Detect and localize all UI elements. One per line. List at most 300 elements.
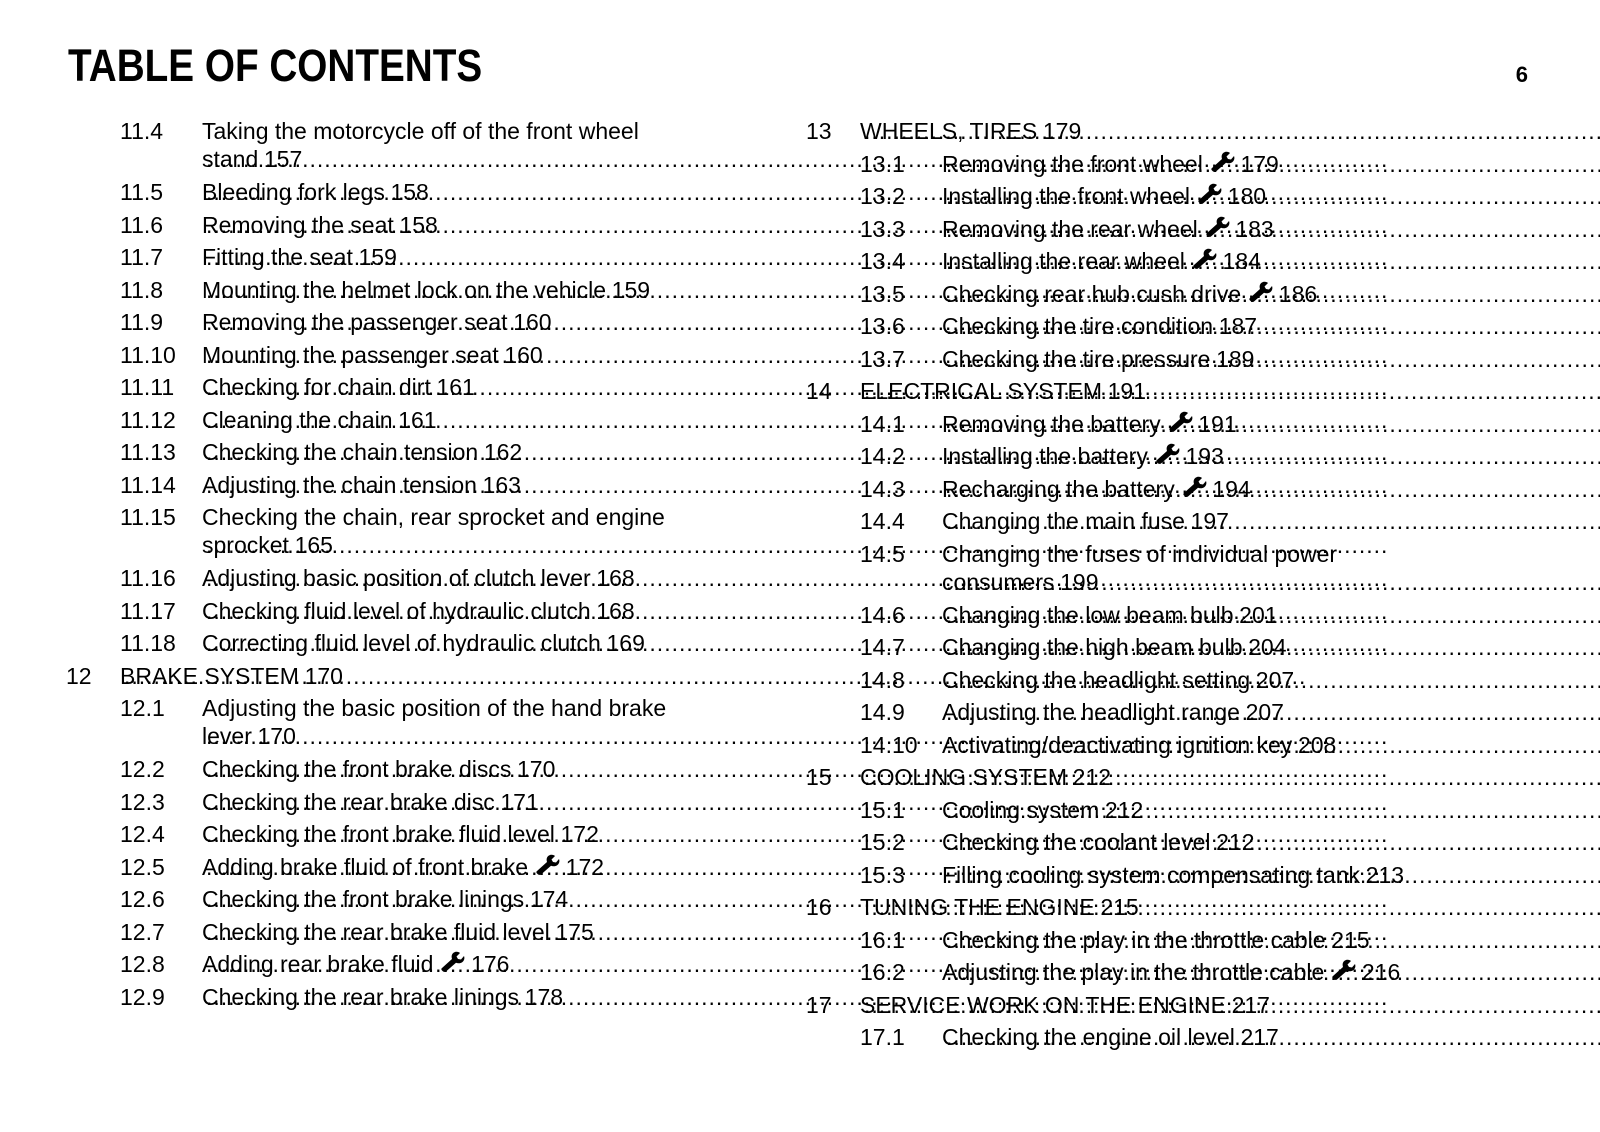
- toc-entry-page: 186: [1278, 280, 1318, 307]
- toc-entry[interactable]: [66, 820, 764, 853]
- toc-entry-number: 12.8: [120, 951, 165, 977]
- toc-entry-title: Checking the rear brake linings: [202, 983, 520, 1010]
- toc-entry-number: 14.3: [860, 475, 905, 502]
- toc-chapter-entry[interactable]: [806, 763, 1501, 796]
- leader-dots: [864, 991, 1600, 1019]
- toc-entry-number: 14.2: [860, 443, 905, 469]
- toc-entry[interactable]: [806, 666, 1501, 699]
- toc-entry-number: 13.7: [860, 345, 905, 372]
- toc-entry-title-continued: sprocket: [202, 532, 289, 558]
- toc-entry-page: 204: [1248, 634, 1287, 660]
- toc-entry[interactable]: [806, 861, 1501, 894]
- toc-entry-page: 162: [483, 439, 523, 465]
- toc-entry-line: [942, 150, 1501, 178]
- toc-entry-title: Checking the chain, rear sprocket and engine: [202, 504, 665, 530]
- toc-entry-number: 14.10: [860, 731, 918, 758]
- toc-entry[interactable]: [66, 788, 764, 821]
- toc-entry-line: [860, 893, 1501, 921]
- toc-entry-title: Changing the main fuse: [942, 508, 1185, 534]
- toc-entry[interactable]: [66, 885, 764, 918]
- toc-entry-title: TUNING THE ENGINE: [860, 894, 1095, 920]
- leader-dots: [946, 731, 1600, 759]
- leader-dots: [946, 926, 1600, 954]
- toc-entry-page: 191: [1107, 378, 1146, 404]
- toc-entry-line: [202, 950, 764, 978]
- toc-entry-page: 184: [1222, 248, 1261, 274]
- toc-entry-number: 11.4: [120, 118, 164, 144]
- toc-entry-line: [202, 853, 764, 881]
- toc-entry-title: Checking the front brake linings: [202, 886, 525, 912]
- toc-entry-line: [202, 983, 764, 1011]
- toc-entry-number: 13.5: [860, 280, 905, 307]
- toc-entry-line: [942, 731, 1501, 759]
- toc-entry-number: 12.4: [120, 821, 165, 847]
- toc-entry-page: 201: [1239, 601, 1278, 628]
- toc-entry-page: 165: [294, 532, 333, 558]
- toc-entry[interactable]: [66, 629, 764, 662]
- toc-chapter-entry[interactable]: [66, 662, 764, 695]
- toc-entry[interactable]: [806, 247, 1501, 280]
- toc-entry-page: 179: [1042, 118, 1082, 144]
- toc-entry[interactable]: [66, 983, 764, 1016]
- toc-entry-title: Checking the front brake fluid level: [202, 821, 555, 847]
- toc-entry[interactable]: [66, 471, 764, 504]
- leader-dots: [946, 410, 1600, 438]
- toc-entry-title: Installing the rear wheel: [942, 248, 1185, 274]
- toc-entry[interactable]: [66, 694, 764, 755]
- toc-entry-line: [942, 861, 1501, 889]
- toc-entry-line: [202, 276, 764, 304]
- toc-entry-line: [942, 475, 1501, 503]
- toc-entry-title: Correcting fluid level of hydraulic clutch: [202, 630, 601, 656]
- toc-entry-line: [860, 763, 1501, 791]
- toc-entry[interactable]: [66, 276, 764, 309]
- toc-entry-page: 175: [555, 918, 594, 945]
- toc-entry-page: 158: [399, 211, 438, 238]
- toc-entry-line: [202, 885, 764, 913]
- toc-entry-line: [120, 662, 764, 690]
- toc-entry-title: Adjusting the chain tension: [202, 471, 477, 498]
- toc-entry-page: 168: [596, 565, 635, 591]
- toc-entry-line: [942, 247, 1501, 275]
- toc-entry-line: [202, 629, 764, 657]
- leader-dots: [946, 150, 1600, 178]
- toc-entry-line: [942, 958, 1501, 986]
- toc-entry-title: Fitting the seat: [202, 244, 353, 270]
- leader-dots: [946, 1023, 1600, 1051]
- leader-dots: [946, 828, 1600, 856]
- toc-entry-number: 11.18: [120, 630, 176, 656]
- toc-entry-number: 16.2: [860, 959, 905, 985]
- toc-entry-title: Checking the rear brake disc: [202, 788, 495, 815]
- toc-entry-number: 14: [806, 378, 832, 404]
- toc-entry-title: COOLING SYSTEM: [860, 764, 1068, 790]
- toc-entry-number: 11.16: [120, 565, 176, 591]
- toc-entry[interactable]: [66, 755, 764, 788]
- toc-entry-title: Mounting the helmet lock on the vehicle: [202, 276, 607, 303]
- toc-entry-page: 170: [257, 723, 296, 749]
- toc-entry-number: 11.9: [120, 309, 164, 335]
- toc-entry-line: [202, 341, 764, 369]
- toc-entry-title-continued: stand: [202, 146, 259, 172]
- page-title: TABLE OF CONTENTS: [68, 40, 483, 91]
- toc-entry-number: 13.4: [860, 248, 905, 274]
- toc-column-left: [66, 117, 764, 1015]
- toc-entry-line: [860, 991, 1501, 1019]
- toc-entry-line: [942, 507, 1501, 535]
- toc-entry-page: 172: [565, 853, 605, 880]
- toc-entry-number: 16: [806, 894, 832, 920]
- toc-entry-number: 12.5: [120, 853, 165, 880]
- toc-entry-number: 14.5: [860, 540, 905, 567]
- toc-entry[interactable]: [66, 853, 764, 886]
- toc-entry-number: 11.17: [120, 597, 176, 624]
- toc-entry-line: [942, 410, 1501, 438]
- toc-entry-page: 161: [436, 374, 475, 400]
- toc-entry-title: Adjusting the basic position of the hand brake: [202, 695, 667, 721]
- toc-entry-title: Removing the front wheel: [942, 150, 1203, 177]
- leader-dots: [946, 442, 1600, 470]
- toc-entry-title: Recharging the battery: [942, 475, 1175, 502]
- toc-entry-page: 213: [1365, 861, 1405, 888]
- toc-entry[interactable]: [66, 564, 764, 597]
- toc-entry-title: Bleeding fork legs: [202, 179, 385, 205]
- toc-entry[interactable]: [66, 918, 764, 951]
- toc-entry[interactable]: [806, 410, 1501, 443]
- toc-entry-line: [202, 178, 764, 206]
- toc-entry-number: 14.7: [860, 634, 905, 660]
- toc-entry[interactable]: [66, 503, 764, 564]
- toc-entry-line: [942, 698, 1501, 726]
- toc-entry-title: Mounting the passenger seat: [202, 341, 499, 368]
- toc-entry-line: [202, 531, 764, 559]
- toc-entry-title: Checking the chain tension: [202, 439, 479, 465]
- toc-entry-title: Activating/deactivating ignition key: [942, 731, 1293, 758]
- toc-entry-line: [942, 828, 1501, 856]
- toc-entry-number: 11.8: [120, 276, 164, 303]
- toc-entry-title: Installing the front wheel: [942, 183, 1191, 209]
- toc-entry[interactable]: [806, 633, 1501, 666]
- toc-entry-number: 14.4: [860, 508, 905, 534]
- toc-entry[interactable]: [66, 308, 764, 341]
- leader-dots: [946, 312, 1600, 340]
- toc-entry-number: 13.1: [860, 150, 905, 177]
- toc-entry[interactable]: [806, 475, 1501, 508]
- toc-entry-title: Removing the seat: [202, 211, 394, 238]
- toc-entry[interactable]: [66, 211, 764, 244]
- leader-dots: [946, 507, 1600, 535]
- toc-entry-line: [202, 564, 764, 592]
- toc-entry[interactable]: [806, 540, 1501, 601]
- toc-entry-page: 170: [304, 662, 343, 689]
- toc-entry-title: Checking the tire condition: [942, 313, 1214, 339]
- leader-dots: [946, 345, 1600, 373]
- toc-entry-title: Filling cooling system compensating tank: [942, 861, 1361, 888]
- toc-entry-page: 187: [1218, 313, 1258, 339]
- toc-entry-title: Checking the rear brake fluid level: [202, 918, 550, 945]
- toc-entry-number: 11.12: [120, 406, 176, 433]
- toc-entry-line: [202, 438, 764, 466]
- toc-entry-title: Taking the motorcycle off of the front wheel: [202, 118, 639, 144]
- toc-entry-page: 208: [1297, 731, 1337, 758]
- toc-entry-title: Checking the engine oil level: [942, 1024, 1235, 1050]
- toc-chapter-entry[interactable]: [806, 377, 1501, 410]
- toc-entry[interactable]: [806, 442, 1501, 475]
- toc-entry-page: 191: [1198, 410, 1237, 437]
- toc-entry-page: 217: [1231, 991, 1270, 1018]
- leader-dots: [864, 377, 1600, 405]
- toc-entry-line: [202, 820, 764, 848]
- toc-entry-number: 11.5: [120, 179, 164, 205]
- toc-entry-title: Removing the battery: [942, 410, 1161, 437]
- toc-entry[interactable]: [806, 698, 1501, 731]
- toc-entry-title: Installing the battery: [942, 443, 1148, 469]
- toc-entry-number: 14.6: [860, 601, 905, 628]
- toc-entry[interactable]: [806, 215, 1501, 248]
- toc-entry-number: 12.7: [120, 918, 165, 945]
- toc-chapter-entry[interactable]: [806, 893, 1501, 926]
- toc-entry-line: [942, 312, 1501, 340]
- toc-entry-title: Changing the high beam bulb: [942, 634, 1243, 660]
- toc-entry-page: 197: [1190, 508, 1229, 534]
- toc-entry-title: Adjusting the play in the throttle cable: [942, 959, 1325, 985]
- toc-entry-page: 193: [1185, 443, 1224, 469]
- toc-entry-page: 217: [1240, 1024, 1279, 1050]
- toc-entry-line: [860, 377, 1501, 405]
- toc-entry-number: 13.6: [860, 313, 905, 339]
- toc-entry-line: [942, 280, 1501, 308]
- toc-entry-page: 207: [1255, 666, 1295, 693]
- toc-entry-title: BRAKE SYSTEM: [120, 662, 299, 689]
- toc-entry-number: 11.7: [120, 244, 164, 270]
- toc-entry-page: 199: [1060, 568, 1099, 595]
- toc-entry-title: Checking the tire pressure: [942, 345, 1211, 372]
- toc-entry-title: Changing the fuses of individual power: [942, 540, 1338, 567]
- toc-entry[interactable]: [806, 312, 1501, 345]
- toc-entry[interactable]: [806, 150, 1501, 183]
- toc-entry-number: 16.1: [860, 926, 905, 953]
- toc-entry-page: 174: [529, 886, 569, 912]
- toc-entry-page: 183: [1235, 215, 1274, 242]
- toc-entry-page: 178: [524, 983, 564, 1010]
- leader-dots: [946, 796, 1600, 824]
- toc-entry-page: 160: [513, 309, 552, 335]
- toc-entry-page: 212: [1072, 764, 1112, 790]
- toc-entry-line: [202, 308, 764, 336]
- toc-column-right: [806, 117, 1501, 1056]
- toc-chapter-entry[interactable]: [806, 991, 1501, 1024]
- toc-entry-page: 179: [1240, 150, 1279, 177]
- toc-entry-number: 15: [806, 764, 832, 790]
- toc-entry[interactable]: [806, 280, 1501, 313]
- toc-entry-page: 189: [1216, 345, 1255, 372]
- toc-entry[interactable]: [806, 731, 1501, 764]
- toc-entry-number: 13.3: [860, 215, 905, 242]
- leader-dots: [946, 280, 1600, 308]
- leader-dots: [946, 958, 1600, 986]
- toc-entry-line: [202, 755, 764, 783]
- toc-entry-number: 12.6: [120, 886, 165, 912]
- toc-entry-title: Cleaning the chain: [202, 406, 393, 433]
- toc-entry-number: 11.14: [120, 471, 176, 498]
- toc-entry-line: [942, 1023, 1501, 1051]
- leader-dots: [946, 475, 1600, 503]
- toc-entry-number: 11.10: [120, 341, 176, 368]
- toc-entry-number: 12.3: [120, 788, 165, 815]
- toc-entry-number: 13.2: [860, 183, 905, 209]
- toc-entry-title: Adding brake fluid of front brake: [202, 853, 529, 880]
- toc-entry-number: 12.9: [120, 983, 165, 1010]
- toc-entry-line: [942, 442, 1501, 470]
- toc-entry[interactable]: [66, 438, 764, 471]
- leader-dots: [946, 861, 1600, 889]
- toc-entry-page: 194: [1212, 475, 1251, 502]
- toc-entry-number: 15.2: [860, 829, 905, 855]
- toc-entry-title: SERVICE WORK ON THE ENGINE: [860, 991, 1226, 1018]
- toc-entry-page: 163: [482, 471, 521, 498]
- toc-entry-page: 157: [263, 146, 303, 172]
- toc-entry-number: 17: [806, 991, 832, 1018]
- toc-entry-line: [942, 796, 1501, 824]
- toc-entry-title: Checking rear hub cush drive: [942, 280, 1242, 307]
- toc-entry-line: [942, 666, 1501, 694]
- toc-entry-number: 13: [806, 118, 832, 144]
- toc-entry[interactable]: [806, 601, 1501, 634]
- toc-entry-page: 212: [1216, 829, 1255, 855]
- leader-dots: [864, 763, 1600, 791]
- toc-entry-title: Changing the low beam bulb: [942, 601, 1234, 628]
- toc-entry-title: Checking the front brake discs: [202, 756, 512, 782]
- toc-entry-title: Adding rear brake fluid: [202, 951, 434, 977]
- toc-entry-line: [202, 788, 764, 816]
- toc-entry[interactable]: [806, 1023, 1501, 1056]
- toc-chapter-entry[interactable]: [806, 117, 1501, 150]
- toc-entry-number: 15.3: [860, 861, 905, 888]
- toc-entry-number: 12.1: [120, 695, 165, 721]
- toc-entry-number: 17.1: [860, 1024, 905, 1050]
- toc-entry[interactable]: [66, 117, 764, 178]
- toc-entry-number: 14.9: [860, 699, 905, 725]
- toc-entry-line: [942, 633, 1501, 661]
- toc-entry-line: [202, 243, 764, 271]
- toc-entry-number: 12: [66, 662, 92, 689]
- toc-entry-page: 169: [606, 630, 645, 656]
- toc-entry-page: 160: [504, 341, 543, 368]
- toc-entry-line: [942, 601, 1501, 629]
- toc-entry-number: 11.6: [120, 211, 164, 238]
- toc-entry-page: 176: [471, 951, 510, 977]
- toc-entry-line: [202, 211, 764, 239]
- leader-dots: [946, 698, 1600, 726]
- toc-entry-page: 159: [358, 244, 397, 270]
- toc-entry-number: 11.15: [120, 504, 176, 530]
- toc-entry-title: Checking the play in the throttle cable: [942, 926, 1326, 953]
- toc-entry-line: [942, 182, 1501, 210]
- toc-entry[interactable]: [66, 950, 764, 983]
- toc-entry-page: 172: [560, 821, 599, 847]
- toc-entry-line: [860, 117, 1501, 145]
- toc-entry-title: Checking the coolant level: [942, 829, 1211, 855]
- toc-entry[interactable]: [66, 597, 764, 630]
- toc-entry-line: [202, 918, 764, 946]
- toc-entry-page: 161: [398, 406, 437, 433]
- toc-entry-number: 11.13: [120, 439, 176, 465]
- toc-entry[interactable]: [806, 345, 1501, 378]
- toc-entry-title: ELECTRICAL SYSTEM: [860, 378, 1102, 404]
- toc-entry-line: [942, 568, 1501, 596]
- toc-entry-page: 168: [596, 597, 635, 624]
- toc-entry-title: Cooling system: [942, 796, 1100, 823]
- toc-entry-page: 215: [1331, 926, 1370, 953]
- toc-entry[interactable]: [66, 406, 764, 439]
- toc-entry[interactable]: [66, 341, 764, 374]
- toc-entry-page: 159: [611, 276, 651, 303]
- toc-entry-title: Adjusting the headlight range: [942, 699, 1240, 725]
- toc-entry-line: [202, 145, 764, 173]
- toc-entry-title: Removing the passenger seat: [202, 309, 508, 335]
- toc-entry-page: 207: [1245, 699, 1284, 725]
- toc-entry-number: 12.2: [120, 756, 165, 782]
- toc-entry[interactable]: [66, 243, 764, 276]
- toc-entry[interactable]: [806, 926, 1501, 959]
- toc-entry[interactable]: [806, 958, 1501, 991]
- toc-entry-page: 170: [517, 756, 556, 782]
- toc-entry[interactable]: [66, 373, 764, 406]
- toc-entry-number: 14.8: [860, 666, 905, 693]
- leader-dots: [946, 182, 1600, 210]
- toc-entry-title: Checking fluid level of hydraulic clutch: [202, 597, 591, 624]
- leader-dots: [946, 568, 1600, 596]
- toc-entry-line: [202, 406, 764, 434]
- leader-dots: [946, 247, 1600, 275]
- leader-dots: [864, 893, 1600, 921]
- leader-dots: [946, 633, 1600, 661]
- toc-entry-line: [202, 722, 764, 750]
- toc-entry-title: WHEELS, TIRES: [860, 118, 1038, 144]
- toc-entry-line: [202, 471, 764, 499]
- leader-dots: [946, 601, 1600, 629]
- toc-entry-title: Checking the headlight setting: [942, 666, 1251, 693]
- toc-entry[interactable]: [806, 507, 1501, 540]
- leader-dots: [946, 666, 1600, 694]
- toc-entry-title: Checking for chain dirt: [202, 374, 431, 400]
- toc-entry-title-continued: lever: [202, 723, 252, 749]
- toc-entry-title: Removing the rear wheel: [942, 215, 1198, 242]
- toc-entry-page: 212: [1104, 796, 1144, 823]
- toc-entry-page: 180: [1227, 183, 1267, 209]
- toc-entry-page: 158: [390, 179, 429, 205]
- page-number: 6: [1515, 62, 1528, 87]
- toc-entry-page: 171: [500, 788, 539, 815]
- toc-entry-number: 11.11: [120, 374, 175, 400]
- toc-entry-line: [942, 926, 1501, 954]
- toc-entry-line: [942, 215, 1501, 243]
- leader-dots: [946, 215, 1600, 243]
- toc-entry[interactable]: [806, 796, 1501, 829]
- toc-entry-page: 215: [1100, 894, 1139, 920]
- toc-entry[interactable]: [66, 178, 764, 211]
- toc-entry[interactable]: [806, 828, 1501, 861]
- toc-entry-page: 216: [1361, 959, 1401, 985]
- toc-entry-number: 14.1: [860, 410, 905, 437]
- toc-entry-title-continued: consumers: [942, 568, 1055, 595]
- toc-entry[interactable]: [806, 182, 1501, 215]
- toc-entry-line: [942, 345, 1501, 373]
- toc-entry-number: 15.1: [860, 796, 905, 823]
- leader-dots: [864, 117, 1600, 145]
- toc-entry-line: [202, 597, 764, 625]
- toc-entry-line: [202, 373, 764, 401]
